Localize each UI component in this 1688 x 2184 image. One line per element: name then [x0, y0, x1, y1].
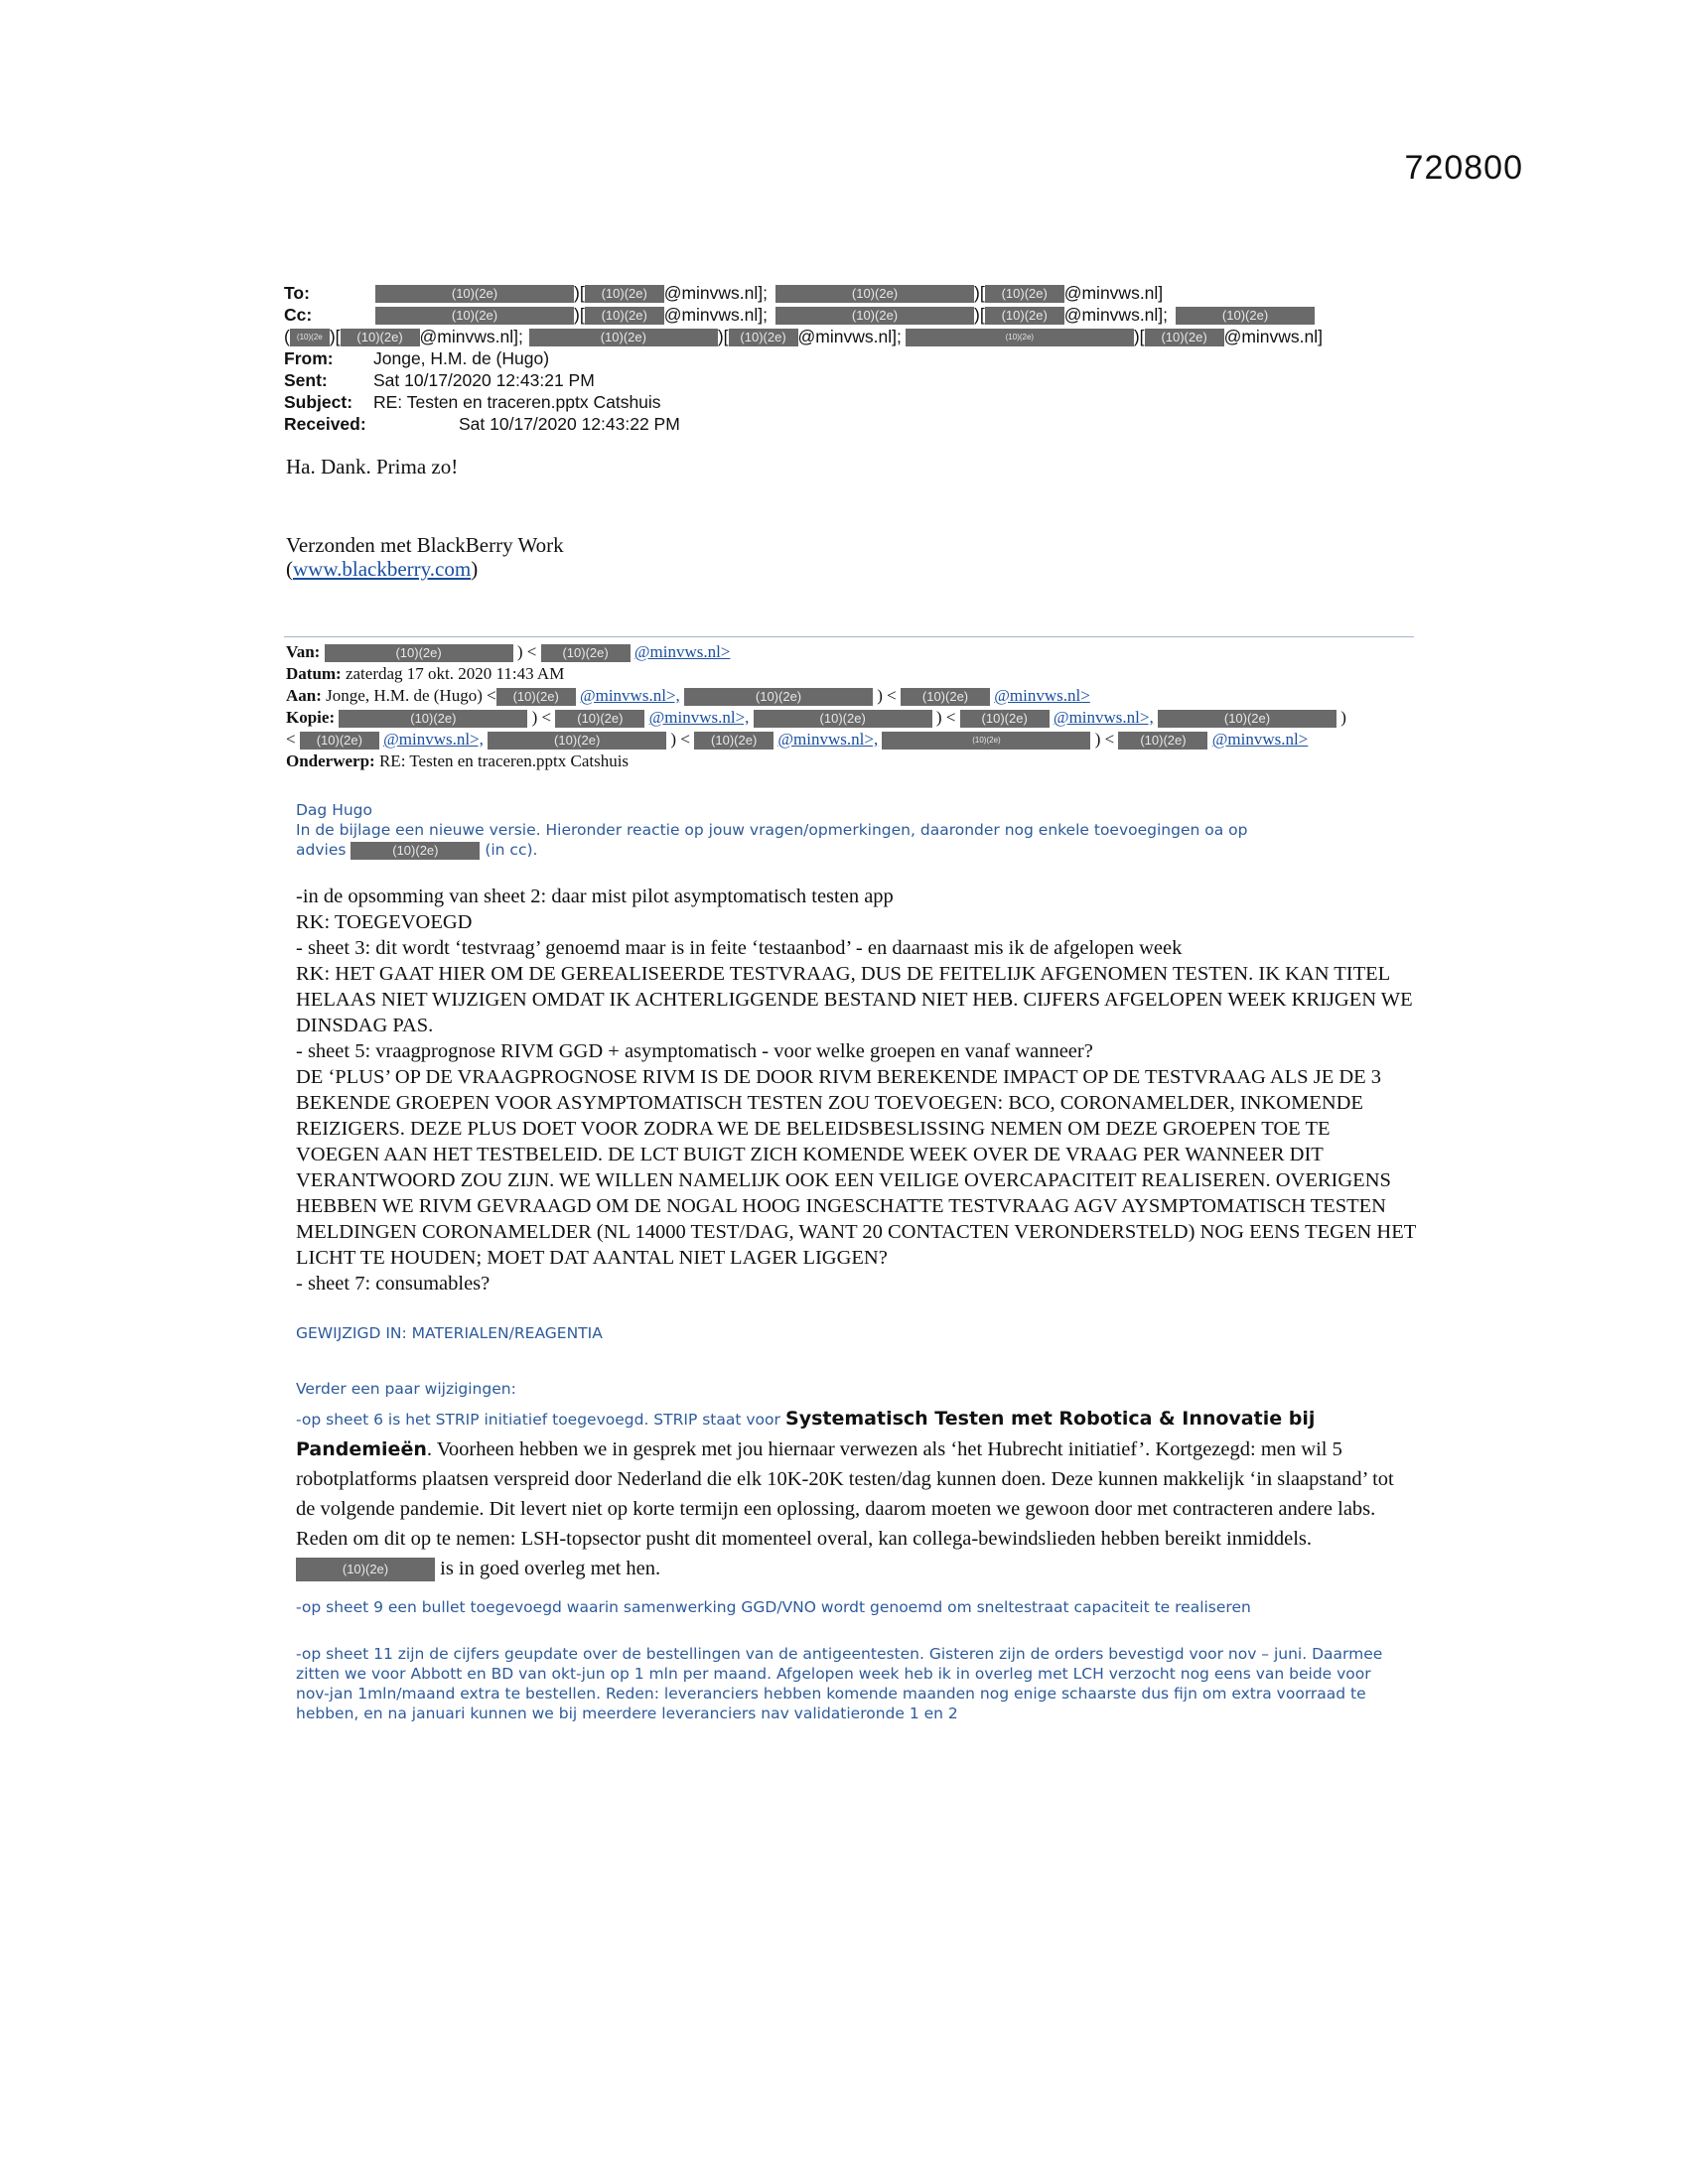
- received-label: Received:: [284, 414, 366, 434]
- redaction-box: (10)(2e): [296, 1558, 435, 1581]
- to-label: To:: [284, 283, 310, 303]
- qa-line: DE ‘PLUS’ OP DE VRAAGPROGNOSE RIVM IS DE DOOR RIVM BEREKENDE IMPACT OP DE TESTVRAAG ALS JE DE 3 BEKENDE GROEPEN VOOR ASYMPTOMATISCH TESTEN ZOU TOEVOEGEN: BCO, CORONAMELDER, INKOMENDE REIZIGERS. DEZE PLUS DOET VOOR ZODRA WE DE BELEIDSBESLISSING NEMEN OM DEZE GROEPEN TOE TE VOEGEN AAN HET TESTBELEID. DE LCT BUIGT ZICH KOMENDE WEEK OVER DE VRAAG PER WANNEER DIT VERANTWOORD ZOU ZIJN. WE WILLEN NAMELIJK OOK EEN VEILIGE OVERCAPACITEIT REALISEREN. OVERIGENS HEBBEN WE RIVM GEVRAAGD OM DE NOGAL HOOG INGESCHATTE TESTVRAAG AGV AYSMPTOMATISCH TESTEN MELDINGEN CORONAMELDER (NL 14000 TEST/DAG, WANT 20 CONTACTEN VERONDERSTELD) NOG EENS TEGEN HET LICHT TE HOUDEN; MOET DAT AANTAL NIET LAGER LIGGEN?: [296, 1066, 1416, 1269]
- cc-row: Cc: (10)(2e) )[ (10)(2e) @minvws.nl]; (10)(2e) )[ (10)(2e) @minvws.nl]; (10)(2e): [284, 304, 1426, 326]
- intro-line: In de bijlage een nieuwe versie. Hieronder reactie op jouw vragen/opmerkingen, daaronder nog enkele toevoegingen oa op: [296, 821, 1248, 839]
- redaction-box: (10)(2e): [882, 732, 1090, 750]
- email-link[interactable]: @minvws.nl>: [994, 686, 1090, 705]
- email-domain: @minvws.nl];: [663, 283, 769, 303]
- redaction-box: (10)(2e): [341, 329, 420, 346]
- email-link[interactable]: @minvws.nl>,: [777, 730, 879, 749]
- van-row: Van: (10)(2e) ) < (10)(2e) @minvws.nl>: [286, 642, 731, 661]
- email-link[interactable]: @minvws.nl>,: [648, 708, 750, 727]
- aan-row: Aan: Jonge, H.M. de (Hugo) < (10)(2e) @minvws.nl>, (10)(2e) ) < (10)(2e) @minvws.nl>: [286, 686, 1090, 705]
- qa-line: - sheet 3: dit wordt ‘testvraag’ genoemd maar is in feite ‘testaanbod’ - en daarnaast mis ik de afgelopen week: [296, 937, 1183, 959]
- kopie-row: Kopie: (10)(2e) ) < (10)(2e) @minvws.nl>, (10)(2e) ) < (10)(2e) @minvws.nl>, (10)(2e) ): [286, 708, 1346, 727]
- onderwerp-label: Onderwerp:: [286, 751, 375, 770]
- document-number: 720800: [1404, 149, 1523, 187]
- sheet11-paragraph: -op sheet 11 zijn de cijfers geupdate over de bestellingen van de antigeentesten. Gisteren zijn de orders bevestigd voor nov – juni. Daarmee zitten we voor Abbott en BD van okt-jun op 1 mln per maand. Afgelopen week heb ik in overleg met LCH verzocht nog eens van beide voor nov-jan 1mln/maand extra te bestellen. Reden: leveranciers hebben komende maanden nog enige schaarste dus fijn om extra voorraad te hebben, en na januari kunnen we bij meerdere leveranciers nav validatieronde 1 en 2: [296, 1645, 1383, 1722]
- email-domain: @minvws.nl];: [663, 305, 769, 325]
- redaction-box: (10)(2e): [496, 688, 576, 706]
- kopie-row-continued: < (10)(2e) @minvws.nl>, (10)(2e) ) < (10)(2e) @minvws.nl>, (10)(2e) ) < (10)(2e) @minvws.nl>: [286, 730, 1309, 749]
- kopie-label: Kopie:: [286, 708, 336, 727]
- redaction-box: (10)(2e): [555, 710, 644, 728]
- redaction-box: (10)(2e): [960, 710, 1050, 728]
- redaction-box: (10)(2e): [775, 285, 974, 303]
- redaction-box: (10)(2e): [775, 307, 974, 325]
- datum-value: zaterdag 17 okt. 2020 11:43 AM: [345, 664, 565, 683]
- redaction-box: (10)(2e): [529, 329, 718, 346]
- sheet9-line: -op sheet 9 een bullet toegevoegd waarin samenwerking GGD/VNO wordt genoemd om sneltestraat capaciteit te realiseren: [296, 1598, 1251, 1616]
- qa-line: - sheet 7: consumables?: [296, 1273, 491, 1295]
- subject-value: RE: Testen en traceren.pptx Catshuis: [373, 392, 661, 412]
- email-domain: @minvws.nl]: [1223, 327, 1324, 346]
- qa-line: RK: TOEGEVOEGD: [296, 911, 473, 933]
- email-link[interactable]: @minvws.nl>: [1211, 730, 1309, 749]
- greeting-block: Dag Hugo In de bijlage een nieuwe versie. Hieronder reactie op jouw vragen/opmerkingen, daaronder nog enkele toevoegingen oa op advies (10)(2e) (in cc).: [296, 800, 1418, 860]
- email-domain: @minvws.nl]: [1063, 283, 1164, 303]
- from-label: From:: [284, 348, 334, 368]
- redaction-box: (10)(2e): [1158, 710, 1336, 728]
- from-row: [284, 347, 1426, 369]
- redaction-box: (10)(2e): [488, 732, 666, 750]
- redaction-box: (10)(2e): [351, 842, 480, 860]
- redaction-box: (10)(2e): [325, 644, 513, 662]
- received-value: Sat 10/17/2020 12:43:22 PM: [459, 414, 680, 434]
- email-domain: @minvws.nl];: [419, 327, 523, 346]
- redaction-box: (10)(2e): [375, 285, 574, 303]
- redaction-box: (10)(2e): [901, 688, 990, 706]
- redaction-box: (10)(2e): [1118, 732, 1207, 750]
- cc-label: Cc:: [284, 305, 313, 325]
- email-link[interactable]: @minvws.nl>,: [579, 686, 680, 705]
- strip-bold: Systematisch Testen met Robotica & Innovatie bij Pandemieën: [296, 1408, 1316, 1460]
- from-value: Jonge, H.M. de (Hugo): [373, 348, 550, 368]
- greeting-line: Dag Hugo: [296, 801, 373, 819]
- strip-end: is in goed overleg met hen.: [440, 1558, 661, 1579]
- redaction-box: (10)(2e): [684, 688, 873, 706]
- sent-row: [284, 369, 1426, 391]
- redaction-box: (10)(2e): [541, 644, 631, 662]
- datum-label: Datum:: [286, 664, 342, 683]
- redaction-box: (10)(2e): [754, 710, 932, 728]
- redaction-box: (10)(2e: [290, 329, 330, 346]
- qa-line: -in de opsomming van sheet 2: daar mist pilot asymptomatisch testen app: [296, 886, 894, 907]
- gewijzigd-line: GEWIJZIGD IN: MATERIALEN/REAGENTIA: [296, 1324, 603, 1342]
- strip-text: . Voorheen hebben we in gesprek met jou hiernaar verwezen als ‘het Hubrecht initiatief’. Kortgezegd: men wil 5 robotplatforms plaatsen verspreid door Nederland die elk 10K-20K testen/dag kunnen doen. Deze kunnen makkelijk ‘in slaapstand’ tot de volgende pandemie. Dit levert niet op korte termijn een oplossing, daarom moeten we gewoon door met contracteren andere labs. Reden om dit op te nemen: LSH-topsector pusht dit momenteel overal, kan collega-bewindslieden hebben bereikt inmiddels.: [296, 1438, 1394, 1550]
- qa-line: RK: HET GAAT HIER OM DE GEREALISEERDE TESTVRAAG, DUS DE FEITELIJK AFGENOMEN TESTEN. IK KAN TITEL HELAAS NIET WIJZIGEN OMDAT IK ACHTERLIGGENDE BESTAND NIET HEB. CIJFERS AFGELOPEN WEEK KRIJGEN WE DINSDAG PAS.: [296, 963, 1413, 1036]
- qa-block: [296, 884, 1418, 1297]
- redaction-box: (10)(2e): [585, 285, 664, 303]
- signature: Verzonden met BlackBerry Work (www.blackberry.com): [286, 533, 564, 581]
- redaction-box: (10)(2e): [906, 329, 1134, 346]
- redaction-box: (10)(2e): [985, 285, 1064, 303]
- onderwerp-value: RE: Testen en traceren.pptx Catshuis: [378, 751, 630, 770]
- email-header: [284, 282, 1426, 435]
- email-link[interactable]: @minvws.nl>,: [1053, 708, 1154, 727]
- cc-row-continued: ( (10)(2e )[ (10)(2e) @minvws.nl]; (10)(2e) )[ (10)(2e) @minvws.nl]; (10)(2e) )[ (10)(2e) @minvws.nl]: [284, 327, 1324, 346]
- aan-label: Aan:: [286, 686, 322, 705]
- redaction-box: (10)(2e): [300, 732, 379, 750]
- email-link[interactable]: @minvws.nl>: [633, 642, 731, 661]
- blackberry-link[interactable]: www.blackberry.com: [293, 557, 472, 581]
- email-domain: @minvws.nl];: [1063, 305, 1169, 325]
- redaction-box: (10)(2e): [375, 307, 574, 325]
- forwarded-header: [286, 641, 1418, 772]
- onderwerp-row: [286, 751, 1418, 772]
- received-row: [284, 413, 1426, 435]
- datum-row: [286, 663, 1418, 685]
- reply-text: Ha. Dank. Prima zo!: [286, 455, 459, 478]
- subject-label: Subject:: [284, 392, 353, 412]
- redaction-box: (10)(2e): [729, 329, 798, 346]
- email-domain: @minvws.nl];: [797, 327, 902, 346]
- strip-intro: -op sheet 6 is het STRIP initiatief toegevoegd. STRIP staat voor: [296, 1411, 780, 1429]
- verder-line: Verder een paar wijzigingen:: [296, 1380, 516, 1398]
- signature-line: Verzonden met BlackBerry Work: [286, 533, 564, 557]
- redaction-box: (10)(2e): [585, 307, 664, 325]
- subject-row: [284, 391, 1426, 413]
- redaction-box: (10)(2e): [339, 710, 527, 728]
- redaction-box: (10)(2e): [1145, 329, 1224, 346]
- strip-paragraph: [296, 1404, 1398, 1583]
- sent-value: Sat 10/17/2020 12:43:21 PM: [373, 370, 595, 390]
- email-link[interactable]: @minvws.nl>,: [383, 730, 484, 749]
- aan-value: Jonge, H.M. de (Hugo) <: [326, 686, 496, 705]
- redaction-box: (10)(2e): [985, 307, 1064, 325]
- qa-line: - sheet 5: vraagprognose RIVM GGD + asymptomatisch - voor welke groepen en vanaf wanneer?: [296, 1040, 1093, 1062]
- sent-label: Sent:: [284, 370, 328, 390]
- to-row: To: (10)(2e) )[ (10)(2e) @minvws.nl]; (10)(2e) )[ (10)(2e) @minvws.nl]: [284, 283, 1164, 303]
- separator-line: [284, 636, 1414, 637]
- van-label: Van:: [286, 642, 321, 661]
- redaction-box: (10)(2e): [1176, 307, 1315, 325]
- redaction-box: (10)(2e): [694, 732, 774, 750]
